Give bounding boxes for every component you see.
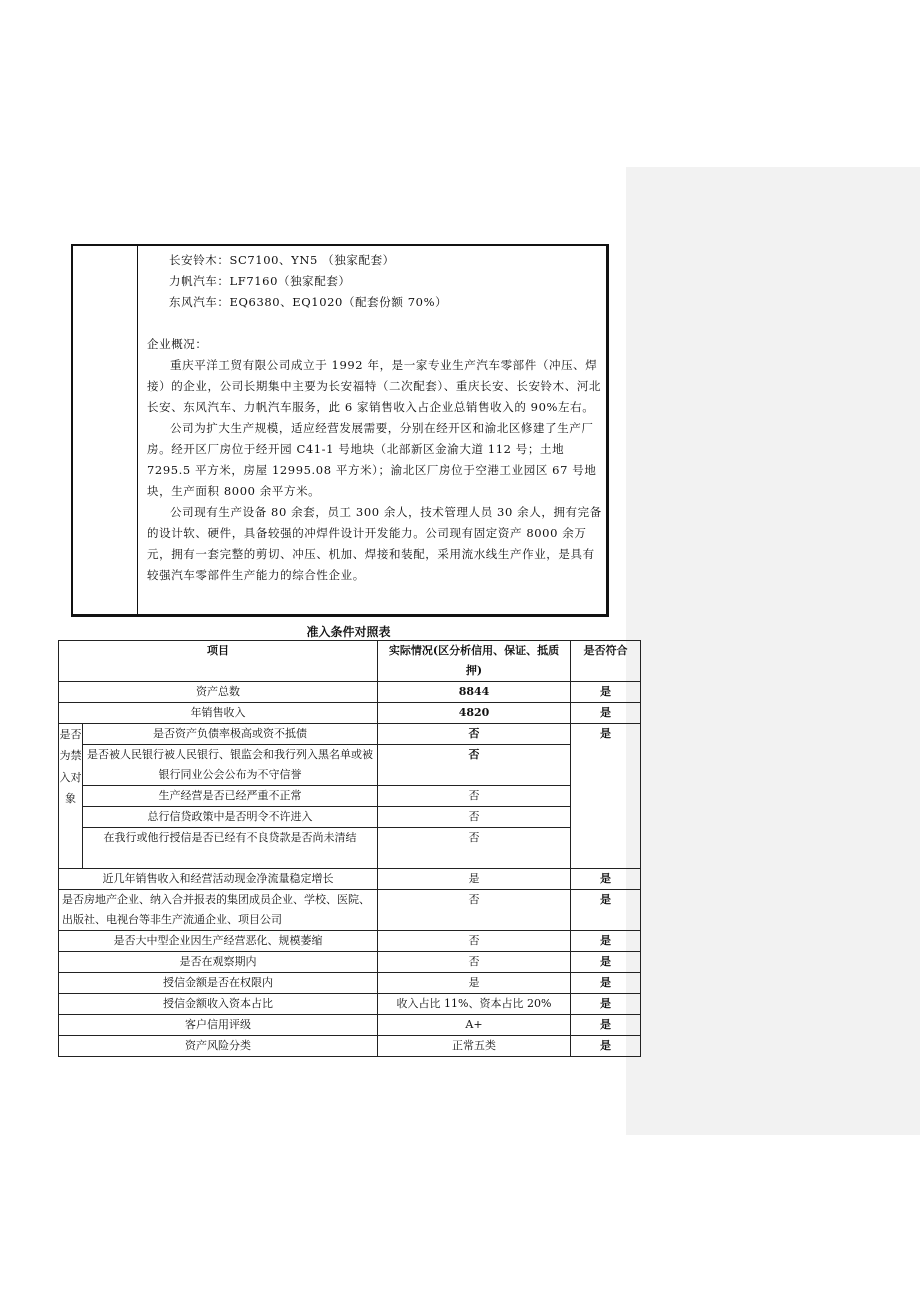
table-row: [59, 869, 641, 890]
row-actual: 是: [378, 869, 571, 890]
row-item: 是否大中型企业因生产经营恶化、规模萎缩: [59, 931, 378, 952]
customer-line: 力帆汽车：LF7160（独家配套）: [169, 274, 351, 288]
table-title: 准入条件对照表: [306, 625, 391, 639]
row-actual: 否: [378, 828, 571, 869]
row-item: 近几年销售收入和经营活动现金净流量稳定增长: [59, 869, 378, 890]
row-comply: 是: [571, 952, 641, 973]
table-row: [59, 973, 641, 994]
row-actual: 否: [378, 931, 571, 952]
table-row: [59, 952, 641, 973]
row-item: 生产经营是否已经严重不正常: [83, 786, 378, 807]
row-item: 年销售收入: [59, 703, 378, 724]
overview-paragraph: 重庆平洋工贸有限公司成立于 1992 年，是一家专业生产汽车零部件（冲压、焊接）的企业，公司长期集中主要为长安福特（二次配套）、重庆长安、长安铃木、河北长安、东风汽车、力帆汽车服务，此 6 家销售收入占企业总销售收入的 90%左右。: [147, 358, 602, 414]
table-row: [59, 931, 641, 952]
table-row: [59, 786, 641, 807]
row-comply: 是: [571, 1015, 641, 1036]
row-item: 授信金额收入资本占比: [59, 994, 378, 1015]
admission-criteria-table: [58, 640, 641, 1057]
table-row: [59, 682, 641, 703]
row-item: 在我行或他行授信是否已经有不良贷款是否尚未清结: [83, 828, 378, 869]
header-actual: 实际情况(区分析信用、保证、抵质押): [378, 641, 571, 682]
row-actual: 否: [378, 807, 571, 828]
row-item: 是否房地产企业、纳入合并报表的集团成员企业、学校、医院、出版社、电视台等非生产流通企业、项目公司: [59, 890, 378, 931]
row-item: 客户信用评级: [59, 1015, 378, 1036]
table-row: [59, 1036, 641, 1057]
prohibited-comply: 是: [571, 724, 641, 869]
table-row: [59, 703, 641, 724]
row-actual: 否: [378, 786, 571, 807]
row-item: 总行信贷政策中是否明令不许进入: [83, 807, 378, 828]
row-item: 是否在观察期内: [59, 952, 378, 973]
row-comply: 是: [571, 890, 641, 931]
customer-line: 长安铃木：SC7100、YN5 （独家配套）: [169, 253, 395, 267]
row-item: 是否被人民银行被人民银行、银监会和我行列入黑名单或被银行同业公会公布为不守信誉: [83, 745, 378, 786]
table-row: [59, 745, 641, 786]
row-actual: 否: [378, 952, 571, 973]
row-comply: 是: [571, 682, 641, 703]
table-row: [59, 724, 641, 745]
row-comply: 是: [571, 931, 641, 952]
company-info-content: [147, 250, 603, 586]
company-info-box: [71, 244, 609, 617]
row-item: 是否资产负债率极高或资不抵债: [83, 724, 378, 745]
row-actual: 8844: [378, 682, 571, 703]
table-header-row: [59, 641, 641, 682]
row-actual: 4820: [378, 703, 571, 724]
row-item: 授信金额是否在权限内: [59, 973, 378, 994]
row-actual: A+: [378, 1015, 571, 1036]
row-actual: 否: [378, 724, 571, 745]
overview-heading: 企业概况：: [147, 337, 208, 351]
row-comply: 是: [571, 869, 641, 890]
row-comply: 是: [571, 973, 641, 994]
row-actual: 是: [378, 973, 571, 994]
customer-line: 东风汽车：EQ6380、EQ1020（配套份额 70%）: [169, 295, 448, 309]
header-item: 项目: [59, 641, 378, 682]
comment-margin-panel: [626, 167, 920, 1135]
header-comply: 是否符合: [571, 641, 641, 682]
table-row: [59, 1015, 641, 1036]
prohibited-label: 是否为禁入对象: [59, 724, 83, 869]
overview-paragraph: 公司现有生产设备 80 余套，员工 300 余人，技术管理人员 30 余人，拥有完备的设计软、硬件，具备较强的冲焊件设计开发能力。公司现有固定资产 8000 余万元，拥有一套完整的剪切、冲压、机加、焊接和装配，采用流水线生产作业，是具有较强汽车零部件生产能力的综合性企业。: [147, 505, 602, 582]
row-actual: 收入占比 11%、资本占比 20%: [378, 994, 571, 1015]
table-row: [59, 807, 641, 828]
table-row: [59, 994, 641, 1015]
row-item: 资产风险分类: [59, 1036, 378, 1057]
row-comply: 是: [571, 994, 641, 1015]
row-comply: 是: [571, 1036, 641, 1057]
row-comply: 是: [571, 703, 641, 724]
row-actual: 否: [378, 890, 571, 931]
row-actual: 否: [378, 745, 571, 786]
row-item: 资产总数: [59, 682, 378, 703]
table-row: [59, 890, 641, 931]
overview-paragraph: 公司为扩大生产规模，适应经营发展需要，分别在经开区和渝北区修建了生产厂房。经开区厂房位于经开园 C41-1 号地块（北部新区金渝大道 112 号；土地 7295.5 平方米，房屋 12995.08 平方米）；渝北区厂房位于空港工业园区 67 号地块，生产面积 8000 余平方米。: [147, 421, 597, 498]
table-row: [59, 828, 641, 869]
row-actual: 正常五类: [378, 1036, 571, 1057]
info-box-label-column: [73, 246, 138, 614]
